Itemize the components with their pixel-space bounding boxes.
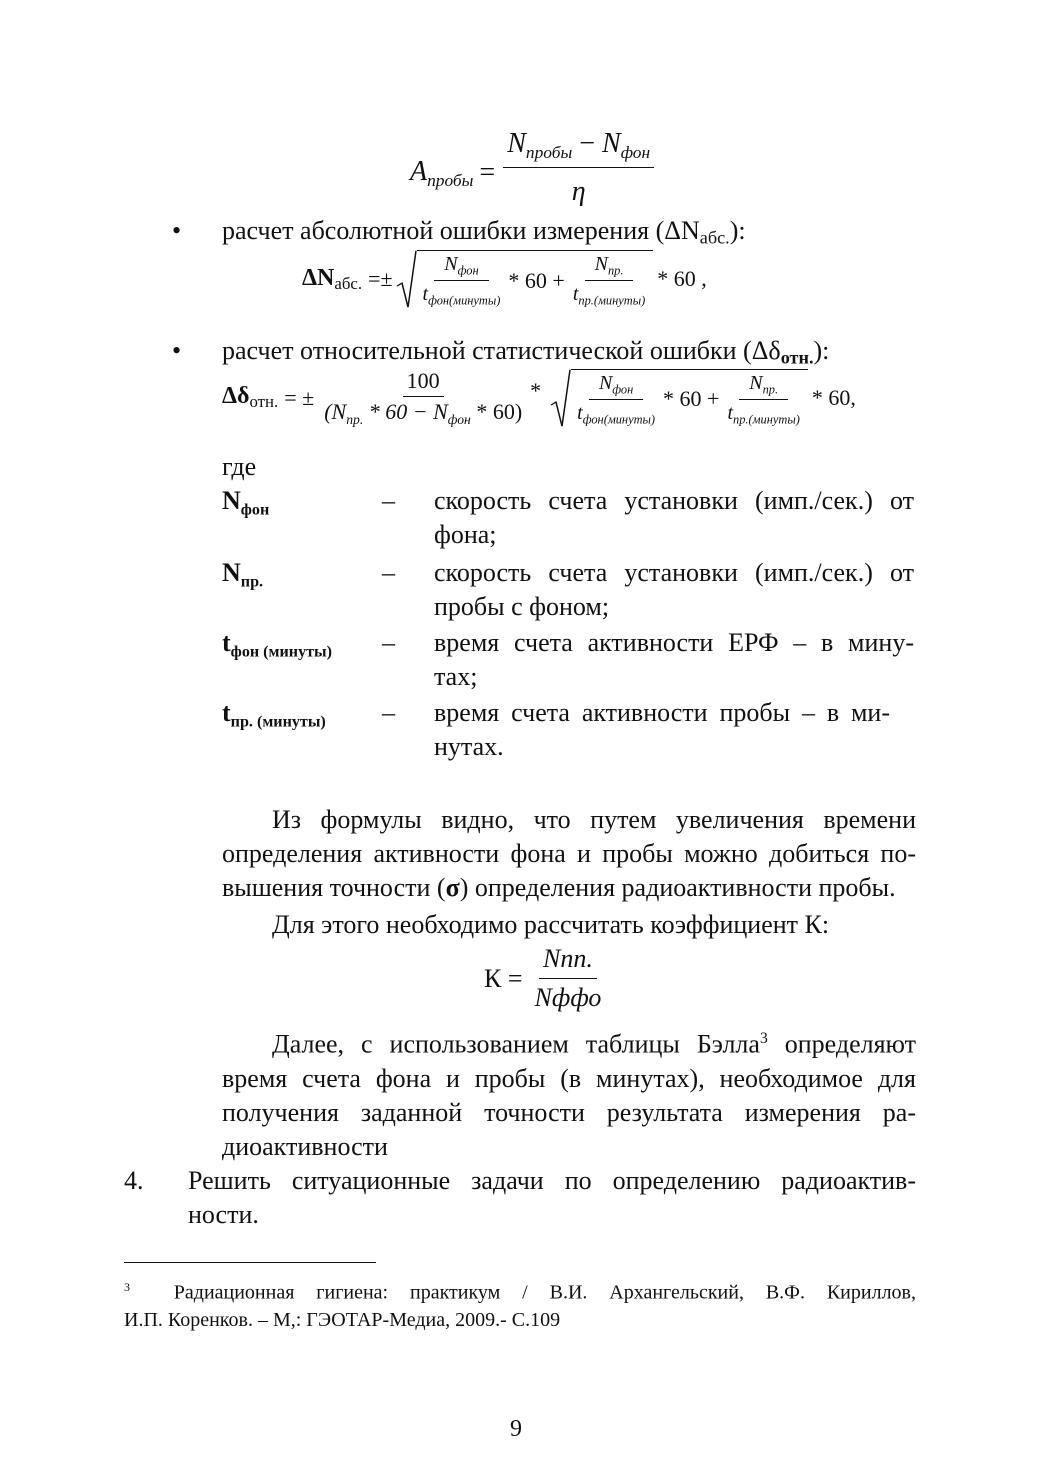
definitions-list: $N_{фон}$ – скорость счета установки (имп./сек.) от фона; $N_{пр.}$ – скорость счета установки (имп./сек.) от пробы с фоном; $t_{фон (минуты)}$ – время счета активности ЕРФ – в мину- тах; $t_{пр. (минуты)}$ – время счета активности пробы – в ми- нутах. xyxy=(222,486,914,761)
paragraph-precision: Из формулы видно, что путем увеличения времени определения активности фона и пробы можно добиться по- вышения точности (σ) определения радиоактивности пробы. xyxy=(222,805,916,902)
list-item-4-number: 4. xyxy=(124,1166,144,1195)
sqrt-sign: $\frac{N_{фон}}{t_{фон(минуты)}}$ * 60 + $\frac{N_{пр.}}{t_{пр.(минуты)}}$ xyxy=(549,369,808,428)
bullet-rel-error-text: расчет относительной статистической ошибки (Δδотн.): xyxy=(222,336,830,368)
bullet-abs-error-text: расчет абсолютной ошибки измерения $(\Delta N_{абс.})$: xyxy=(222,216,746,248)
bullet-abs-error: • xyxy=(172,216,182,245)
formula-rel-error: Δδотн. = ± $\frac{100}{(N_{пр.} * 60 - N_{фон} * 60)}$ * $\frac{N_{фон}}{t_{фон(минуты)}}$ * 60 + $\frac{N_{пр.}}{t_{пр.(минуты)}}$ * 60, xyxy=(222,368,856,427)
formula-abs-error: ΔNабс. =± $\frac{N_{фон}}{t_{фон(минуты)}}$ * 60 + $\frac{N_{пр.}}{t_{пр.(минуты)}}$ * 60 , xyxy=(302,250,707,309)
page-number: 9 xyxy=(510,1416,522,1442)
footnote: $^3$ Радиационная гигиена: практикум / В.И. Архангельский, В.Ф. Кириллов, И.П. Коренков. – М,: ГЭОТАР-Медиа, 2009.- С.109 xyxy=(124,1280,916,1331)
formula-fraction: $\frac{N_{пробы} - N_{фон}}{\eta}$ xyxy=(503,128,654,208)
list-item-4-text: Решить ситуационные задачи по определению радиоактив- ности. xyxy=(188,1166,916,1229)
formula-k: К = $\frac{\text{Nпп.}}{\text{Nффо}}$ xyxy=(484,944,602,1012)
sqrt-sign: $\frac{N_{фон}}{t_{фон(минуты)}}$ * 60 + $\frac{N_{пр.}}{t_{пр.(минуты)}}$ xyxy=(395,250,654,309)
footnote-ref[interactable]: 3 xyxy=(759,1030,768,1047)
paragraph-bell-table: Далее, с использованием таблицы Бэлла$^3$ определяют время счета фона и пробы (в минутах), необходимое для получения заданной точности результата измерения ра- диоактивности xyxy=(222,1029,916,1161)
formula-activity: $A_{пробы}$ = $\frac{N_{пробы} - N_{фон}}{\eta}$ xyxy=(410,128,654,208)
where-label: где xyxy=(222,452,257,481)
bullet-rel-error: • xyxy=(172,336,182,365)
formula-lhs: $A_{пробы}$ xyxy=(410,155,474,190)
paragraph-coefficient: Для этого необходимо рассчитать коэффициент К: xyxy=(272,910,830,939)
footnote-separator xyxy=(124,1262,376,1263)
